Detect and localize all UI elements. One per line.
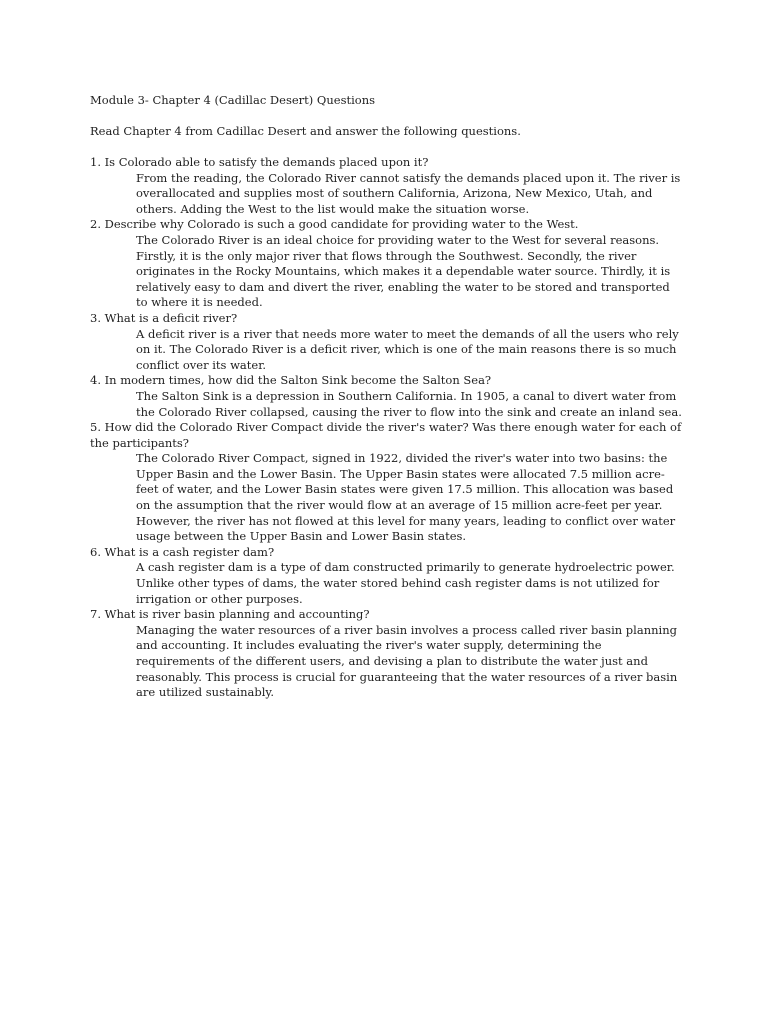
question-item — [90, 155, 682, 217]
question-list — [90, 155, 682, 701]
question-text: 6. What is a cash register dam? — [90, 544, 275, 559]
question-text: 4. In modern times, how did the Salton Sink become the Salton Sea? — [90, 373, 492, 388]
document-intro: Read Chapter 4 from Cadillac Desert and answer the following questions. — [90, 124, 521, 138]
question-text: 3. What is a deficit river? — [90, 310, 238, 325]
answer-text: The Colorado River Compact, signed in 1922, divided the river's water into two basins: the Upper Basin and the Lower Basin. The Upper Basin states were allocated 7.5 million acre-feet of water, and the Lower Basin states were given 17.5 million. This allocation was based on the assumption that the river would flow at an average of 15 million acre-feet per year. However, the river has not flowed at this level for many years, leading to conflict over water usage between the Upper Basin and Lower Basin states. — [136, 451, 676, 544]
question-item — [90, 311, 682, 373]
answer-text: The Colorado River is an ideal choice for providing water to the West for several reasons. Firstly, it is the only major river that flows through the Southwest. Secondly, the river originates in the Rocky Mountains, which makes it a dependable water source. Thirdly, it is relatively easy to dam and divert the river, enabling the water to be stored and transported to where it is needed. — [136, 232, 671, 310]
question-item — [90, 607, 682, 701]
answer-text: A cash register dam is a type of dam constructed primarily to generate hydroelectric power. Unlike other types of dams, the water stored behind cash register dams is not utilized for irrigation or other purposes. — [136, 560, 675, 606]
question-item — [90, 373, 682, 420]
question-text: 5. How did the Colorado River Compact divide the river's water? Was there enough water for each of the participants? — [90, 420, 682, 450]
question-text: 7. What is river basin planning and accounting? — [90, 607, 370, 622]
question-item — [90, 420, 682, 545]
answer-text: A deficit river is a river that needs more water to meet the demands of all the users who rely on it. The Colorado River is a deficit river, which is one of the main reasons there is so much conflict over its water. — [136, 326, 679, 372]
question-item — [90, 545, 682, 607]
answer-text: Managing the water resources of a river basin involves a process called river basin planning and accounting. It includes evaluating the river's water supply, determining the requirements of the different users, and devising a plan to distribute the water just and reasonably. This process is crucial for guaranteeing that the water resources of a river basin are utilized sustainably. — [136, 622, 678, 700]
question-item — [90, 217, 682, 311]
answer-text: From the reading, the Colorado River cannot satisfy the demands placed upon it. The river is overallocated and supplies most of southern California, Arizona, New Mexico, Utah, and others. Adding the West to the list would make the situation worse. — [136, 170, 681, 216]
document-title: Module 3- Chapter 4 (Cadillac Desert) Questions — [90, 93, 375, 107]
question-text: 1. Is Colorado able to satisfy the demands placed upon it? — [90, 155, 429, 169]
answer-text: The Salton Sink is a depression in Southern California. In 1905, a canal to divert water from the Colorado River collapsed, causing the river to flow into the sink and create an inland sea. — [136, 388, 682, 419]
question-text: 2. Describe why Colorado is such a good candidate for providing water to the West. — [90, 217, 579, 232]
